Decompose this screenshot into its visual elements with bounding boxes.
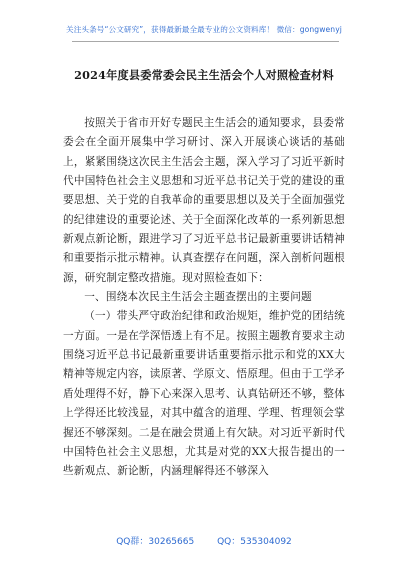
header-divider (72, 41, 339, 42)
footer-contact (0, 534, 408, 547)
section-heading: 一、围绕本次民主生活会主题查摆出的主要问题 (84, 291, 312, 304)
footer-qq: QQ：535304092 (217, 537, 292, 547)
document-title: 2024年度县委常委会民主生活会个人对照检查材料 (74, 68, 334, 82)
paragraph-subsection-1: （一）带头严守政治纪律和政治规矩，维护党的团结统一方面。一是在学深悟透上有不足。按照主题教育要求主动围绕习近平总书记最新重要讲话重要指示批示和党的XX大精神等规定内容，读原著、学原文、悟原理。但由于工学矛盾处理得不好，静下心来深入思考、认真钻研还不够，整体上学得还比较浅显，对其中蕴含的道理、学理、哲理领会掌握还不够深刻。二是在融会贯通上有欠缺。对习近平新时代中国特色社会主义思想，尤其是对党的XX大报告提出的一些新观点、新论断，内涵理解得还不够深入 (63, 310, 345, 478)
header-banner: 关注头条号“公文研究”，获得最新最全最专业的公文资料库！ 微信：gongwenyj (66, 25, 342, 34)
paragraph-intro: 按照关于省市开好专题民主生活会的通知要求，县委常委会在全面开展集中学习研讨、深入开展谈心谈话的基础上，紧紧围绕这次民主生活会主题，深入学习了习近平新时代中国特色社会主义思想和习近平总书记关于党的建设的重要思想、关于党的自我革命的重要思想以及关于全面加强党的纪律建设的重要论述、关于全面深化改革的一系列新思想新观点新论断，跟进学习了习近平总书记最新重要讲话精神和重要指示批示精神。认真查摆存在问题，深入剖析问题根源，研究制定整改措施。现对照检查如下： (63, 117, 345, 284)
document-body (63, 114, 345, 482)
footer-qq-group: QQ群：30265665 (116, 537, 195, 547)
